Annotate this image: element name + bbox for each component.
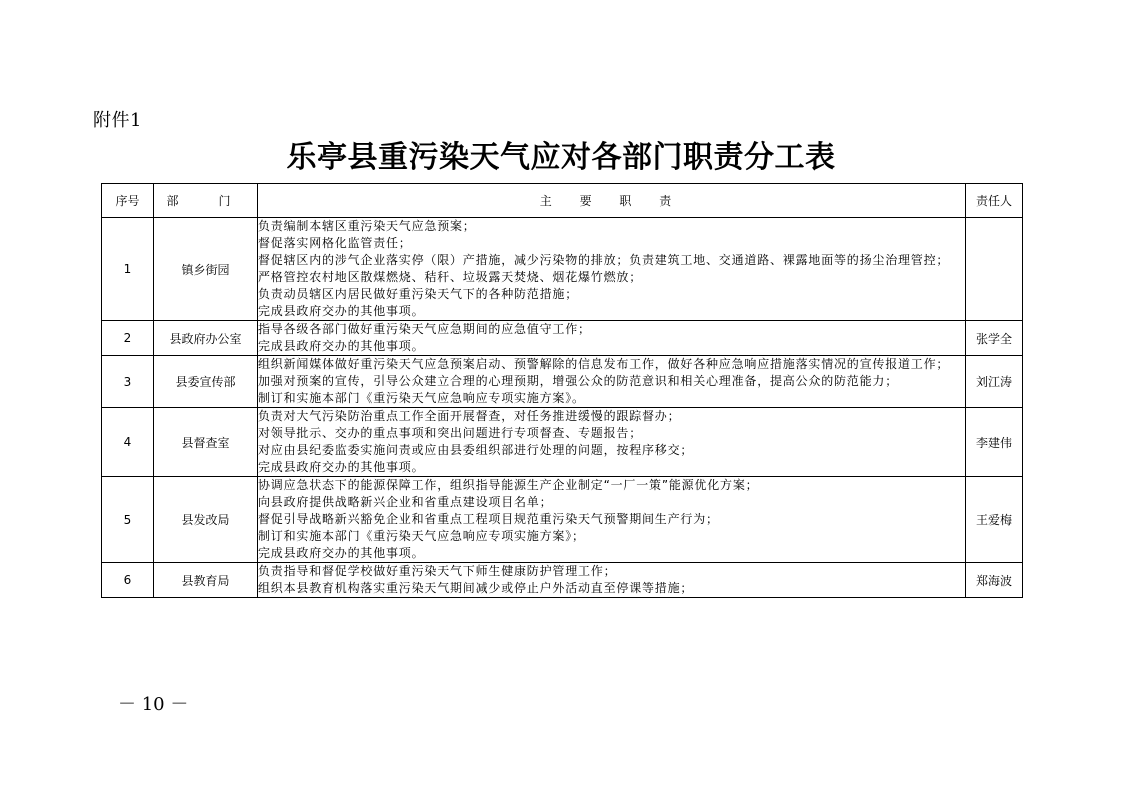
table-row: [102, 321, 1023, 356]
table-header-row: [102, 184, 1023, 218]
header-person: 责任人: [966, 184, 1023, 218]
header-dept: 部 门: [154, 184, 258, 218]
row-responsible-person: 张学全: [966, 321, 1023, 356]
duty-line: 制订和实施本部门《重污染天气应急响应专项实施方案》；: [258, 529, 585, 543]
row-department: 县督查室: [154, 408, 258, 477]
duty-line: 完成县政府交办的其他事项。: [258, 304, 425, 318]
duty-line: 组织本县教育机构落实重污染天气期间减少或停止户外活动直至停课等措施；: [258, 581, 694, 595]
row-responsible-person: [966, 218, 1023, 321]
row-department: 县委宣传部: [154, 356, 258, 408]
table-row: [102, 563, 1023, 598]
row-responsible-person: 郑海波: [966, 563, 1023, 598]
row-department: 镇乡街园: [154, 218, 258, 321]
duty-line: 对领导批示、交办的重点事项和突出问题进行专项督查、专题报告；: [258, 426, 643, 440]
table-row: [102, 477, 1023, 563]
row-number: 6: [102, 563, 154, 598]
duty-line: 完成县政府交办的其他事项。: [258, 460, 425, 474]
duty-line: 指导各级各部门做好重污染天气应急期间的应急值守工作；: [258, 322, 591, 336]
row-responsible-person: 李建伟: [966, 408, 1023, 477]
row-duties: [258, 218, 966, 321]
row-number: 5: [102, 477, 154, 563]
row-department: 县教育局: [154, 563, 258, 598]
duty-line: 负责编制本辖区重污染天气应急预案；: [258, 219, 476, 233]
duty-line: 组织新闻媒体做好重污染天气应急预案启动、预警解除的信息发布工作，做好各种应急响应措施落实情况的宣传报道工作；: [258, 357, 950, 371]
duty-line: 向县政府提供战略新兴企业和省重点建设项目名单；: [258, 495, 553, 509]
attachment-label: 附件1: [93, 110, 142, 131]
duty-line: 严格管控农村地区散煤燃烧、秸秆、垃圾露天焚烧、烟花爆竹燃放；: [258, 270, 643, 284]
header-duties: 主 要 职 责: [258, 184, 966, 218]
duty-line: 对应由县纪委监委实施问责或应由县委组织部进行处理的问题，按程序移交；: [258, 443, 694, 457]
row-number: 1: [102, 218, 154, 321]
header-num: 序号: [102, 184, 154, 218]
duty-table: [101, 183, 1023, 598]
table-row: [102, 218, 1023, 321]
table-row: [102, 408, 1023, 477]
row-duties: [258, 563, 966, 598]
duty-line: 负责对大气污染防治重点工作全面开展督查，对任务推进缓慢的跟踪督办；: [258, 409, 681, 423]
row-department: 县政府办公室: [154, 321, 258, 356]
row-duties: [258, 321, 966, 356]
duty-line: 完成县政府交办的其他事项。: [258, 546, 425, 560]
row-responsible-person: 王爱梅: [966, 477, 1023, 563]
duty-line: 完成县政府交办的其他事项。: [258, 339, 425, 353]
row-department: 县发改局: [154, 477, 258, 563]
table-row: [102, 356, 1023, 408]
duty-line: 督促引导战略新兴豁免企业和省重点工程项目规范重污染天气预警期间生产行为；: [258, 512, 719, 526]
row-number: 4: [102, 408, 154, 477]
duty-line: 负责指导和督促学校做好重污染天气下师生健康防护管理工作；: [258, 564, 617, 578]
row-number: 2: [102, 321, 154, 356]
duty-line: 制订和实施本部门《重污染天气应急响应专项实施方案》。: [258, 391, 585, 405]
row-responsible-person: 刘江涛: [966, 356, 1023, 408]
duty-line: 督促辖区内的涉气企业落实停（限）产措施，减少污染物的排放；负责建筑工地、交通道路、裸露地面等的扬尘治理管控；: [258, 253, 950, 267]
row-number: 3: [102, 356, 154, 408]
row-duties: [258, 477, 966, 563]
row-duties: [258, 356, 966, 408]
duty-line: 负责动员辖区内居民做好重污染天气下的各种防范措施；: [258, 287, 579, 301]
page-number: － 10 －: [118, 694, 189, 715]
document-title: 乐亭县重污染天气应对各部门职责分工表: [286, 140, 836, 175]
duty-line: 加强对预案的宣传，引导公众建立合理的心理预期，增强公众的防范意识和相关心理准备，提高公众的防范能力；: [258, 374, 899, 388]
duty-line: 督促落实网格化监管责任；: [258, 236, 412, 250]
row-duties: [258, 408, 966, 477]
duty-line: 协调应急状态下的能源保障工作，组织指导能源生产企业制定“一厂一策”能源优化方案；: [258, 478, 759, 492]
